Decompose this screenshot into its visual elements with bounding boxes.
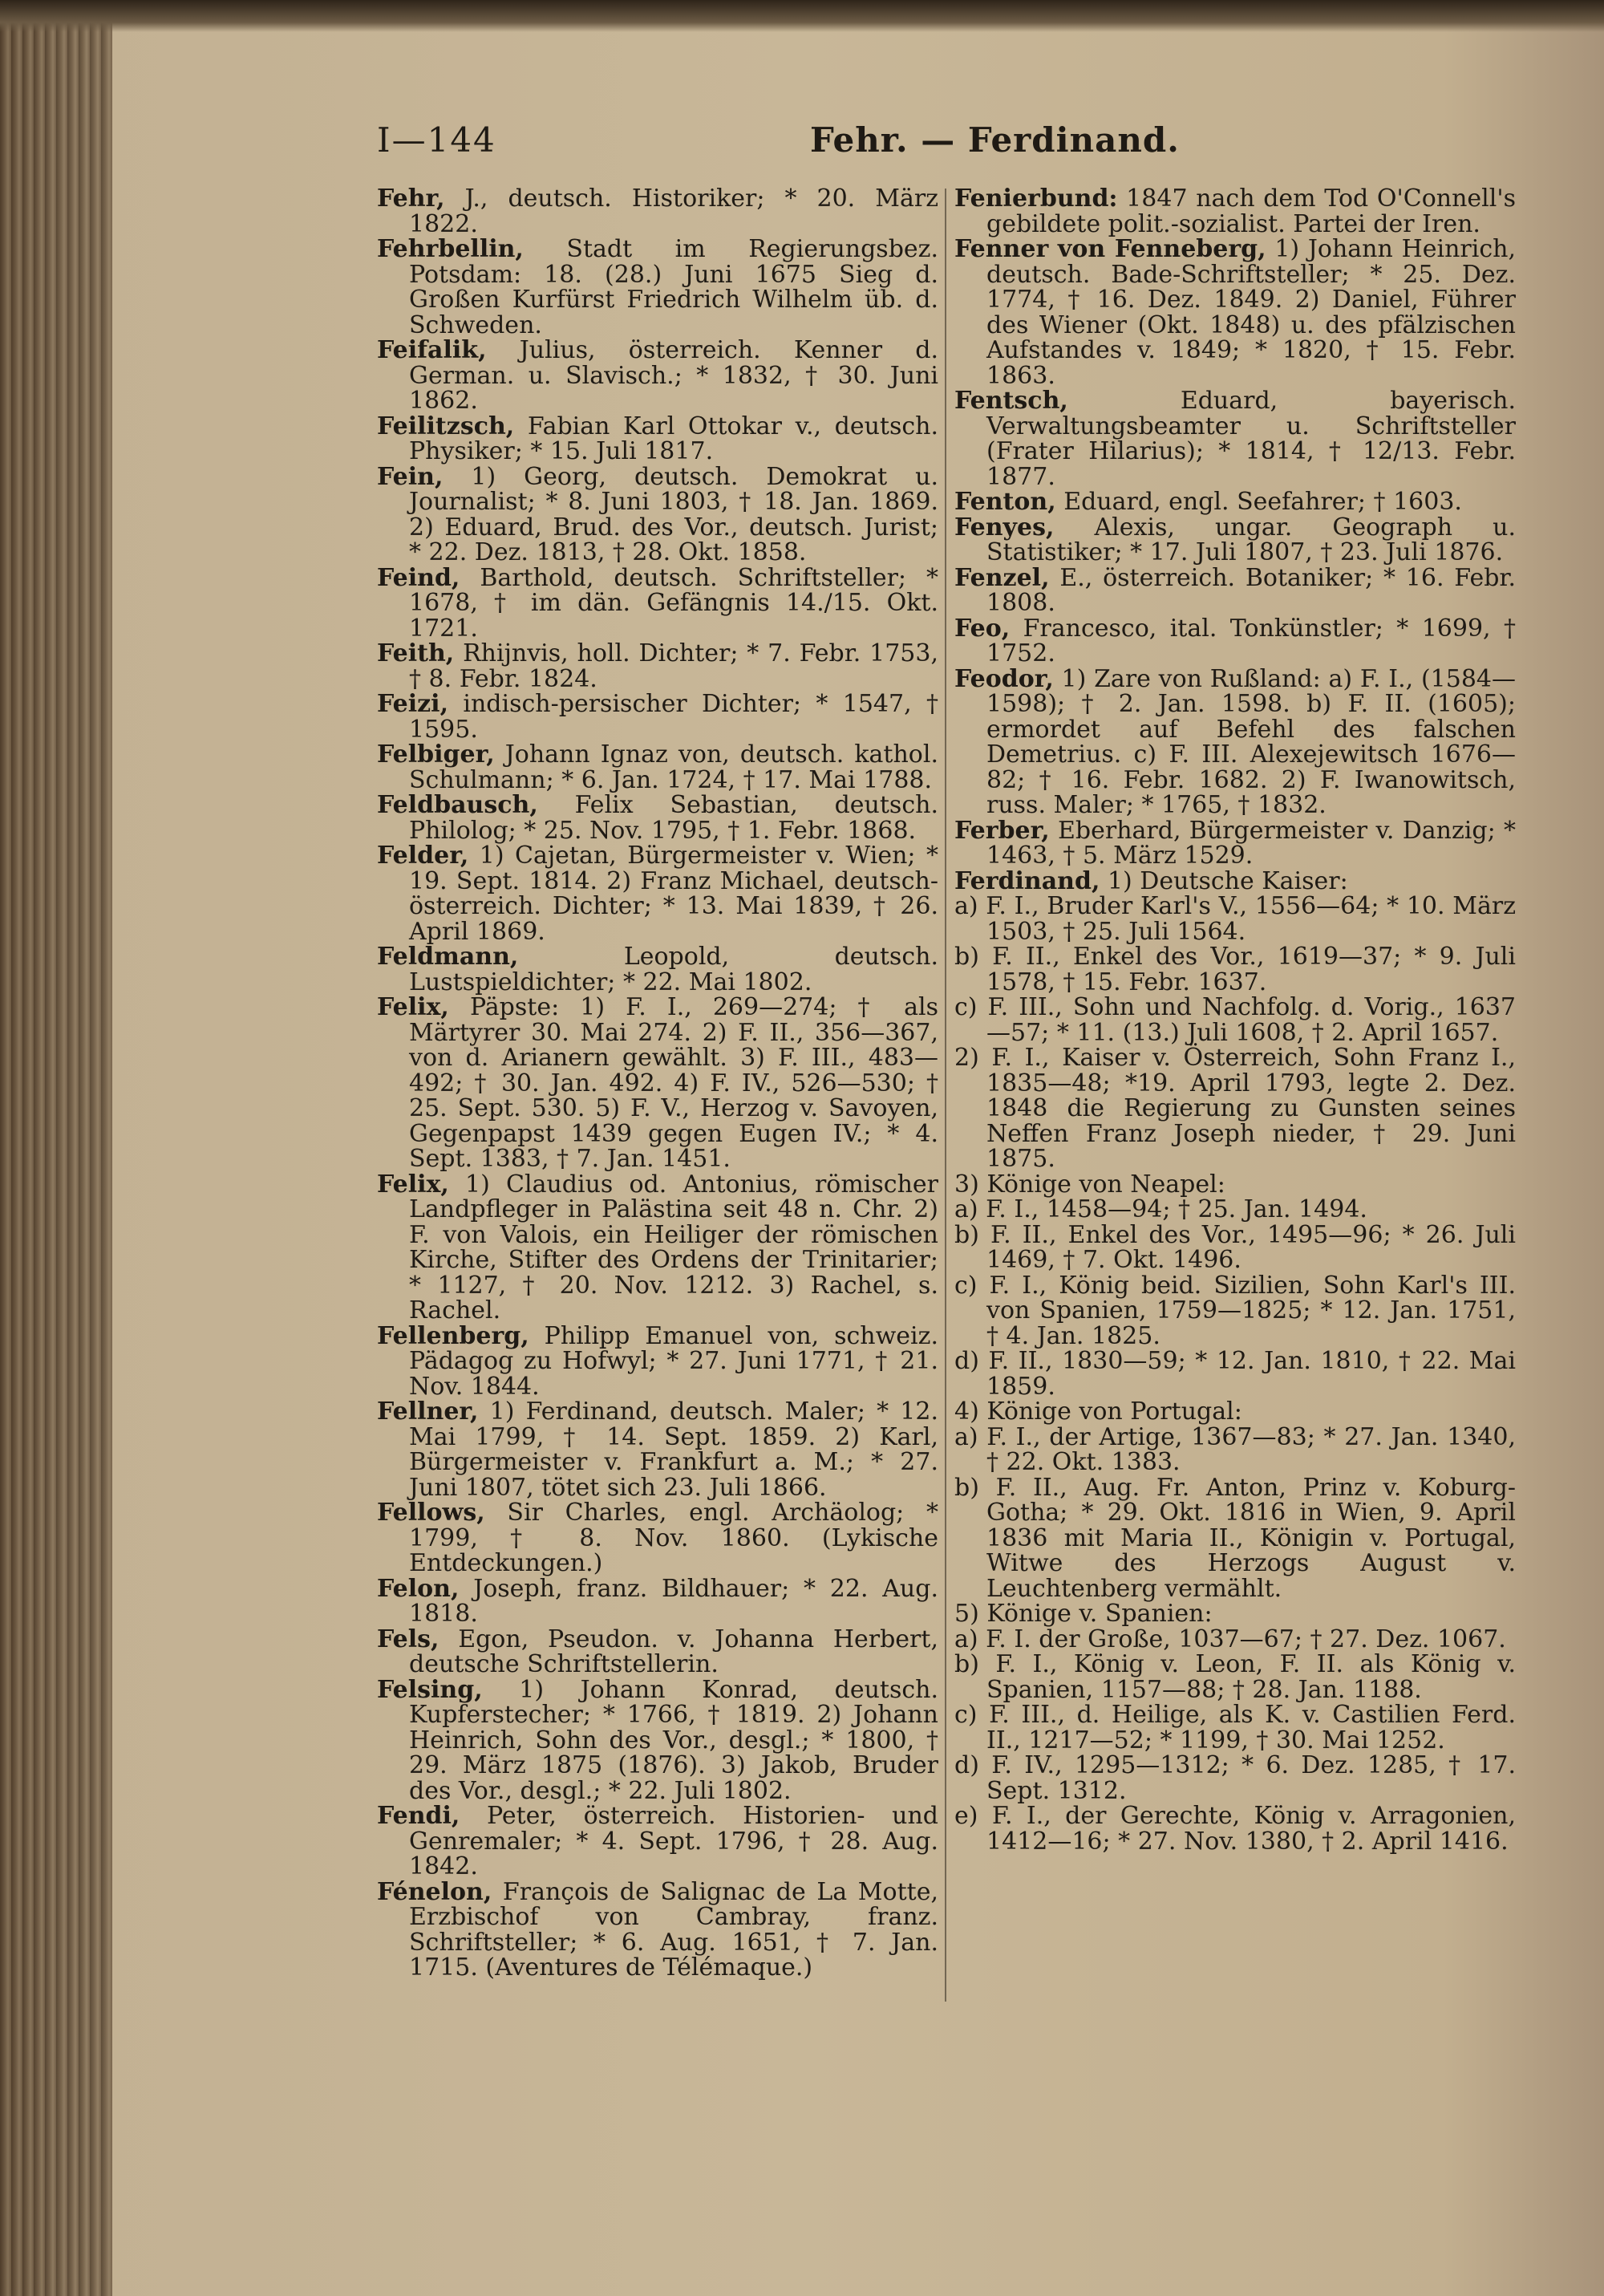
dictionary-entry	[954, 995, 1516, 1045]
entry-headword: Feodor,	[954, 664, 1054, 693]
entry-text: a) F. I., 1458—94; † 25. Jan. 1494.	[954, 1195, 1367, 1223]
entry-headword: Ferber,	[954, 816, 1050, 845]
entry-text: 1) Deutsche Kaiser:	[1100, 866, 1348, 895]
entry-text: b) F. I., König v. Leon, F. II. als König v. Spanien, 1157—88; † 28. Jan. 1188.	[954, 1650, 1516, 1704]
page-top-edge	[0, 0, 1604, 32]
entry-text: 1) Cajetan, Bürgermeister v. Wien; * 19. Sept. 1814. 2) Franz Michael, deutsch-österreich. Dichter; * 13. Mai 1839, † 26. April 1869.	[409, 842, 938, 946]
entry-headword: Fehrbellin,	[377, 235, 524, 263]
dictionary-entry	[377, 338, 938, 414]
dictionary-entry	[954, 866, 1516, 895]
dictionary-entry	[954, 1197, 1516, 1223]
entry-text: 1) Claudius od. Antonius, römischer Landpfleger in Palästina seit 48 n. Chr. 2) F. von Valois, ein Heiliger der römischen Kirche, Stifter des Ordens der Trinitarier; * 1127, † 20. Nov. 1212. 3) Rachel, s. Rachel.	[409, 1170, 938, 1324]
dictionary-entry	[377, 563, 938, 643]
dictionary-entry	[954, 1627, 1516, 1653]
dictionary-entry	[377, 237, 938, 338]
entry-text: 1) Ferdinand, deutsch. Maler; * 12. Mai 1799, † 14. Sept. 1859. 2) Karl, Bürgermeister v. Frankfurt a. M.; * 27. Juni 1807, tötet sich 23. Juli 1866.	[409, 1397, 938, 1502]
dictionary-entry	[377, 1803, 938, 1880]
dictionary-entry	[954, 664, 1516, 819]
dictionary-entry	[377, 464, 938, 566]
entry-headword: Fellner,	[377, 1397, 479, 1426]
entry-headword: Fenzel,	[954, 563, 1050, 592]
dictionary-entry	[954, 1220, 1516, 1274]
entry-headword: Felsing,	[377, 1675, 483, 1704]
dictionary-entry	[377, 1627, 938, 1677]
entry-text: 1) Johann Heinrich, deutsch. Bade-Schriftsteller; * 25. Dez. 1774, † 16. Dez. 1849. 2) Daniel, Führer des Wiener (Okt. 1848) u. des pfälzischen Aufstandes v. 1849; * 1820, † 15. Febr. 1863.	[986, 235, 1517, 390]
entry-headword: Fellenberg,	[377, 1321, 529, 1350]
entry-headword: Feifalik,	[377, 336, 487, 364]
entry-text: Fabian Karl Ottokar v., deutsch. Physiker; * 15. Juli 1817.	[409, 412, 938, 465]
dictionary-entry	[954, 616, 1516, 667]
dictionary-entry	[954, 894, 1516, 944]
column-divider	[945, 189, 946, 2002]
entry-text: E., österreich. Botaniker; * 16. Febr. 1808.	[986, 563, 1516, 617]
entry-text: b) F. II., Aug. Fr. Anton, Prinz v. Koburg-Gotha; * 29. Okt. 1816 in Wien, 9. April 1836 mit Maria II., Königin v. Portugal, Witwe des Herzogs August v. Leuchtenberg vermählt.	[954, 1473, 1516, 1603]
dictionary-entry	[377, 186, 938, 237]
dictionary-entry	[954, 1601, 1516, 1627]
dictionary-entry	[954, 1803, 1516, 1854]
entry-text: a) F. I. der Große, 1037—67; † 27. Dez. 1067.	[954, 1625, 1506, 1653]
dictionary-entry	[954, 1349, 1516, 1399]
entry-text: Sir Charles, engl. Archäolog; * 1799, † 8. Nov. 1860. (Lykische Entdeckungen.)	[409, 1499, 938, 1577]
entry-headword: Felix,	[377, 993, 449, 1021]
entry-text: Johann Ignaz von, deutsch. kathol. Schulmann; * 6. Jan. 1724, † 17. Mai 1788.	[409, 740, 938, 794]
entry-text: 1847 nach dem Tod O'Connell's gebildete polit.-sozialist. Partei der Iren.	[986, 185, 1516, 238]
entry-headword: Fendi,	[377, 1802, 460, 1830]
entry-text: Stadt im Regierungsbez. Potsdam: 18. (28.) Juni 1675 Sieg d. Großen Kurfürst Friedrich Wilhelm üb. d. Schweden.	[409, 235, 938, 339]
entry-headword: Felix,	[377, 1170, 449, 1199]
entry-headword: Felbiger,	[377, 740, 495, 769]
dictionary-entry	[377, 641, 938, 692]
dictionary-entry	[954, 515, 1516, 566]
entry-text: François de Salignac de La Motte, Erzbischof von Cambray, franz. Schriftsteller; * 6. Aug. 1651, † 7. Jan. 1715. (Aventures de Télémaque.)	[409, 1877, 938, 1982]
entry-text: Francesco, ital. Tonkünstler; * 1699, † 1752.	[986, 614, 1516, 667]
entry-text: J., deutsch. Historiker; * 20. März 1822.	[409, 185, 938, 238]
dictionary-entry	[377, 843, 938, 944]
entry-headword: Fenierbund:	[954, 185, 1118, 213]
right-column	[954, 186, 1516, 1854]
entry-headword: Feith,	[377, 639, 455, 667]
running-title: Fehr. — Ferdinand.	[810, 120, 1180, 160]
dictionary-entry	[377, 742, 938, 793]
entry-text: c) F. III., d. Heilige, als K. v. Castilien Ferd. II., 1217—52; * 1199, † 30. Mai 1252.	[954, 1701, 1516, 1754]
entry-text: a) F. I., Bruder Karl's V., 1556—64; * 10. März 1503, † 25. Juli 1564.	[954, 892, 1516, 946]
entry-headword: Fellows,	[377, 1499, 485, 1527]
dictionary-entry	[954, 1172, 1516, 1198]
dictionary-entry	[954, 489, 1516, 515]
entry-headword: Fenton,	[954, 488, 1056, 516]
entry-headword: Fenyes,	[954, 513, 1055, 542]
dictionary-entry	[377, 793, 938, 843]
dictionary-entry	[954, 1399, 1516, 1425]
entry-text: 4) Könige von Portugal:	[954, 1397, 1242, 1426]
dictionary-entry	[377, 1677, 938, 1804]
entry-headword: Fenner von Fenneberg,	[954, 235, 1266, 263]
dictionary-entry	[954, 1045, 1516, 1172]
page-header	[377, 120, 1460, 168]
entry-text: 2) F. I., Kaiser v. Österreich, Sohn Franz I., 1835—48; *19. April 1793, legte 2. Dez. 1848 die Regierung zu Gunsten seines Neffen Franz Joseph nieder, † 29. Juni 1875.	[954, 1044, 1516, 1173]
dictionary-entry	[377, 1399, 938, 1500]
entry-headword: Fentsch,	[954, 387, 1068, 415]
entry-text: Leopold, deutsch. Lustspieldichter; * 22. Mai 1802.	[409, 943, 938, 996]
entry-text: 1) Georg, deutsch. Demokrat u. Journalist; * 8. Juni 1803, † 18. Jan. 1869. 2) Eduard, Brud. des Vor., deutsch. Jurist; * 22. Dez. 1813, † 28. Okt. 1858.	[409, 462, 938, 566]
entry-text: b) F. II., Enkel des Vor., 1495—96; * 26. Juli 1469, † 7. Okt. 1496.	[954, 1220, 1516, 1274]
dictionary-entry	[377, 1172, 938, 1324]
dictionary-entry	[377, 995, 938, 1172]
dictionary-entry	[954, 818, 1516, 869]
dictionary-entry	[954, 1702, 1516, 1753]
dictionary-entry	[954, 1422, 1516, 1476]
dictionary-entry	[377, 1576, 938, 1627]
entry-text: Päpste: 1) F. I., 269—274; † als Märtyrer 30. Mai 274. 2) F. II., 356—367, von d. Arianern gewählt. 3) F. III., 483—492; † 30. Jan. 492. 4) F. IV., 526—530; † 25. Sept. 530. 5) F. V., Herzog v. Savoyen, Gegenpapst 1439 gegen Eugen IV.; * 4. Sept. 1383, † 7. Jan. 1451.	[409, 993, 938, 1173]
dictionary-entry	[954, 1475, 1516, 1602]
entry-text: b) F. II., Enkel des Vor., 1619—37; * 9. Juli 1578, † 15. Febr. 1637.	[954, 943, 1516, 996]
dictionary-entry	[377, 1500, 938, 1576]
entry-headword: Felder,	[377, 842, 469, 870]
entry-text: d) F. II., 1830—59; * 12. Jan. 1810, † 22. Mai 1859.	[954, 1347, 1516, 1401]
entry-text: 1) Zare von Rußland: a) F. I., (1584—1598); † 2. Jan. 1598. b) F. II. (1605); ermordet auf Befehl des falschen Demetrius. c) F. III. Alexejewitsch 1676—82; † 16. Febr. 1682. 2) F. Iwanowitsch, russ. Maler; * 1765, † 1832.	[986, 664, 1516, 819]
entry-text: Julius, österreich. Kenner d. German. u. Slavisch.; * 1832, † 30. Juni 1862.	[409, 336, 938, 415]
entry-headword: Ferdinand,	[954, 866, 1100, 895]
dictionary-entry	[377, 944, 938, 995]
dictionary-entry	[954, 563, 1516, 617]
dictionary-entry	[954, 388, 1516, 489]
entry-headword: Feilitzsch,	[377, 412, 515, 440]
entry-headword: Feizi,	[377, 690, 449, 718]
dictionary-entry	[377, 414, 938, 464]
entry-text: Alexis, ungar. Geograph u. Statistiker; * 17. Juli 1807, † 23. Juli 1876.	[986, 513, 1516, 566]
entry-text: Eduard, engl. Seefahrer; † 1603.	[1055, 488, 1462, 516]
entry-text: Joseph, franz. Bildhauer; * 22. Aug. 1818.	[409, 1574, 938, 1628]
dictionary-entry	[954, 1753, 1516, 1803]
entry-text: indisch-persischer Dichter; * 1547, † 1595.	[409, 690, 938, 744]
entry-text: Egon, Pseudon. v. Johanna Herbert, deutsche Schriftstellerin.	[409, 1625, 938, 1678]
page-number: I—144	[377, 120, 496, 160]
entry-text: Eduard, bayerisch. Verwaltungsbeamter u. Schriftsteller (Frater Hilarius); * 1814, † 12/13. Febr. 1877.	[986, 387, 1516, 491]
entry-headword: Feldbausch,	[377, 791, 538, 819]
left-column	[377, 186, 938, 1981]
dictionary-entry	[377, 1321, 938, 1401]
entry-text: Felix Sebastian, deutsch. Philolog; * 25. Nov. 1795, † 1. Febr. 1868.	[409, 791, 938, 845]
entry-text: 1) Johann Konrad, deutsch. Kupferstecher; * 1766, † 1819. 2) Johann Heinrich, Sohn des Vor., desgl.; * 1800, † 29. März 1875 (1876). 3) Jakob, Bruder des Vor., desgl.; * 22. Juli 1802.	[409, 1675, 938, 1805]
entry-headword: Felon,	[377, 1574, 460, 1603]
entry-headword: Fein,	[377, 462, 444, 491]
entry-text: c) F. I., König beid. Sizilien, Sohn Karl's III. von Spanien, 1759—1825; * 12. Jan. 1751, † 4. Jan. 1825.	[954, 1271, 1516, 1350]
dictionary-entry	[954, 944, 1516, 995]
entry-text: d) F. IV., 1295—1312; * 6. Dez. 1285, † 17. Sept. 1312.	[954, 1751, 1516, 1805]
dictionary-entry	[954, 237, 1516, 388]
dictionary-entry	[954, 1273, 1516, 1349]
entry-text: Eberhard, Bürgermeister v. Danzig; * 1463, † 5. März 1529.	[986, 816, 1516, 870]
entry-headword: Fehr,	[377, 185, 445, 213]
entry-text: Barthold, deutsch. Schriftsteller; * 1678, † im dän. Gefängnis 14./15. Okt. 1721.	[409, 563, 938, 643]
entry-text: 5) Könige v. Spanien:	[954, 1600, 1213, 1628]
entry-headword: Feo,	[954, 614, 1011, 643]
entry-text: Philipp Emanuel von, schweiz. Pädagog zu Hofwyl; * 27. Juni 1771, † 21. Nov. 1844.	[409, 1321, 938, 1401]
dictionary-entry	[377, 692, 938, 742]
entry-text: 3) Könige von Neapel:	[954, 1170, 1225, 1199]
entry-headword: Fels,	[377, 1625, 439, 1653]
entry-headword: Feldmann,	[377, 943, 519, 971]
book-binding	[0, 0, 112, 2296]
entry-text: Rhijnvis, holl. Dichter; * 7. Febr. 1753, † 8. Febr. 1824.	[409, 639, 938, 693]
dictionary-entry	[377, 1877, 938, 1982]
dictionary-entry	[954, 1652, 1516, 1702]
entry-headword: Feind,	[377, 563, 460, 592]
entry-text: a) F. I., der Artige, 1367—83; * 27. Jan. 1340, † 22. Okt. 1383.	[954, 1422, 1516, 1476]
entry-text: c) F. III., Sohn und Nachfolg. d. Vorig., 1637—57; * 11. (13.) Juli 1608, † 2. April 1657.	[954, 993, 1516, 1047]
entry-headword: Fénelon,	[377, 1877, 492, 1906]
entry-text: e) F. I., der Gerechte, König v. Arragonien, 1412—16; * 27. Nov. 1380, † 2. April 1416.	[954, 1802, 1516, 1856]
entry-text: Peter, österreich. Historien- und Genremaler; * 4. Sept. 1796, † 28. Aug. 1842.	[409, 1802, 938, 1880]
dictionary-entry	[954, 186, 1516, 237]
